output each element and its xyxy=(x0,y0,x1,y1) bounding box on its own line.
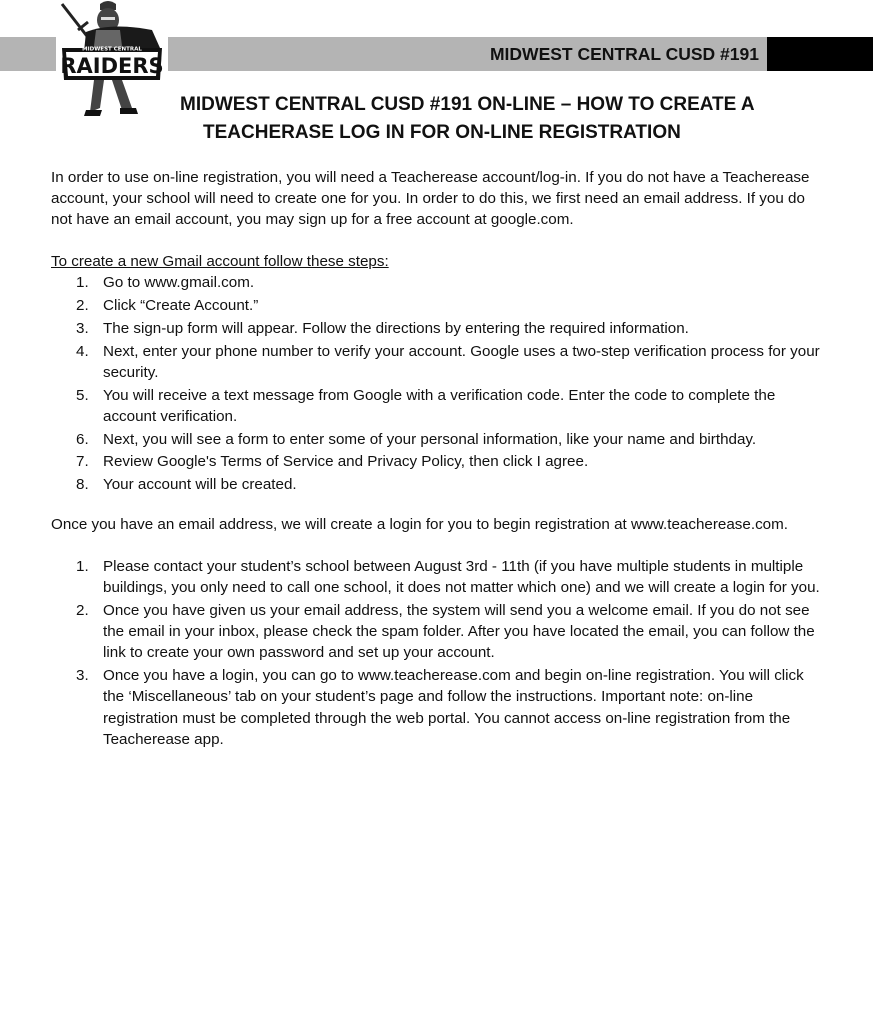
list-item: 8. Your account will be created. xyxy=(76,476,297,494)
list-item: 2. Once you have given us your email address, the system will send you a welcome email. If you do not see the email in your inbox, please check the spam folder. After you have located the email, you can follow the link to create your own password and set up your account. xyxy=(76,602,815,662)
logo-text-top: MIDWEST CENTRAL xyxy=(82,46,142,53)
once-email-paragraph: Once you have an email address, we will create a login for you to begin registration at www.teacherease.com. xyxy=(51,516,788,533)
login-section xyxy=(51,556,826,752)
document-title-line-1: MIDWEST CENTRAL CUSD #191 ON-LINE – HOW TO CREATE A xyxy=(180,94,755,115)
document-body xyxy=(51,167,826,231)
header-black-block xyxy=(767,37,873,71)
list-item: 4. Next, enter your phone number to verify your account. Google uses a two-step verification process for your security. xyxy=(76,342,820,381)
gmail-steps-list xyxy=(51,272,826,495)
list-item: 6. Next, you will see a form to enter some of your personal information, like your name and birthday. xyxy=(76,430,757,448)
district-header-title: MIDWEST CENTRAL CUSD #191 xyxy=(489,44,759,64)
document-title-line-2: TEACHERASE LOG IN FOR ON-LINE REGISTRATION xyxy=(203,122,681,143)
list-item: 3. The sign-up form will appear. Follow the directions by entering the required information. xyxy=(76,319,689,337)
list-item: 2. Click “Create Account.” xyxy=(76,297,259,314)
list-item: 7. Review Google's Terms of Service and Privacy Policy, then click I agree. xyxy=(76,453,589,471)
logo-text-main: RAIDERS xyxy=(60,54,164,78)
gmail-section xyxy=(51,251,826,497)
gmail-steps-heading: To create a new Gmail account follow these steps: xyxy=(51,253,389,270)
login-steps-list xyxy=(51,556,826,750)
list-item: 1. Please contact your student’s school between August 3rd - 11th (if you have multiple students in multiple buildings, you only need to call one school, it does not matter which one) and we will create a login for you. xyxy=(76,558,820,597)
list-item: 5. You will receive a text message from Google with a verification code. Enter the code to complete the account verification. xyxy=(76,386,776,425)
list-item: 3. Once you have a login, you can go to www.teacherease.com and begin on-line registration. You will click the ‘Miscellaneous’ tab on your student’s page and follow the instructions. Important note: on-line registration must be completed through the web portal. You cannot access on-line registration from the Teacherease app. xyxy=(76,667,804,748)
list-item: 1. Go to www.gmail.com. xyxy=(76,274,255,292)
intro-paragraph: In order to use on-line registration, you will need a Teacherease account/log-in. If you do not have a Teacherease account, your school will need to create one for you. In order to do this, we first need an email address. If you do not have an email account, you may sign up for a free account at google.com. xyxy=(51,169,810,229)
once-email-section xyxy=(51,514,826,535)
